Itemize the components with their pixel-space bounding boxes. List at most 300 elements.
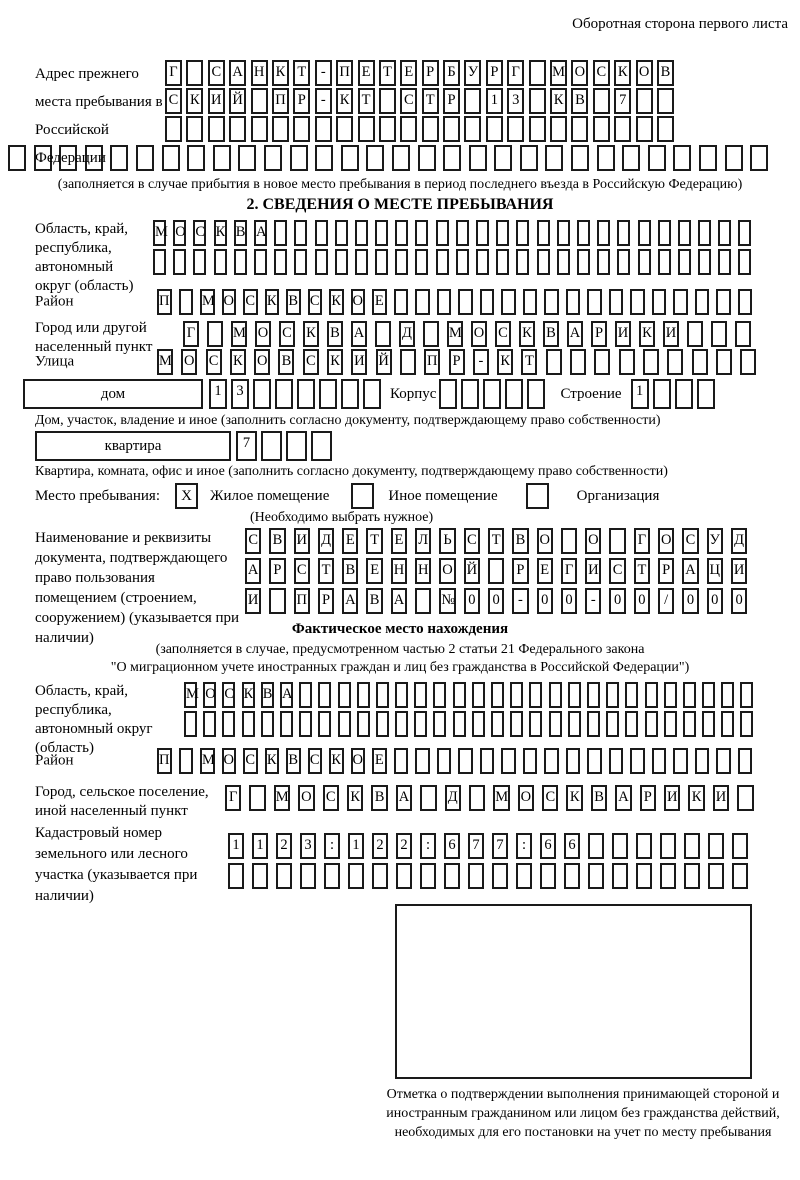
char-cell[interactable] <box>636 116 653 142</box>
char-cell[interactable]: Г <box>225 785 241 811</box>
char-cell[interactable]: В <box>286 748 301 774</box>
char-cell[interactable] <box>193 249 206 275</box>
char-cell[interactable]: И <box>713 785 729 811</box>
char-cell[interactable]: С <box>206 349 222 375</box>
char-cell[interactable]: 2 <box>276 833 292 859</box>
char-cell[interactable]: И <box>664 785 680 811</box>
char-cell[interactable]: В <box>657 60 674 86</box>
char-cell[interactable]: Д <box>445 785 461 811</box>
char-cell[interactable]: С <box>308 748 323 774</box>
char-cell[interactable]: К <box>336 88 353 114</box>
char-cell[interactable]: С <box>222 682 235 708</box>
char-cell[interactable]: О <box>254 349 270 375</box>
char-cell[interactable]: / <box>658 588 674 614</box>
char-cell[interactable]: О <box>636 60 653 86</box>
char-cell[interactable] <box>336 116 353 142</box>
char-cell[interactable] <box>612 863 628 889</box>
char-cell[interactable]: - <box>315 60 332 86</box>
char-cell[interactable] <box>415 289 430 315</box>
char-cell[interactable]: О <box>298 785 314 811</box>
char-cell[interactable]: М <box>493 785 509 811</box>
char-cell[interactable]: Р <box>443 88 460 114</box>
char-cell[interactable]: С <box>495 321 511 347</box>
char-cell[interactable] <box>228 863 244 889</box>
char-cell[interactable]: Т <box>379 60 396 86</box>
char-cell[interactable] <box>544 289 559 315</box>
char-cell[interactable] <box>645 682 658 708</box>
char-cell[interactable]: С <box>294 558 310 584</box>
char-cell[interactable] <box>660 863 676 889</box>
char-cell[interactable] <box>213 145 231 171</box>
char-cell[interactable] <box>657 116 674 142</box>
char-cell[interactable]: М <box>231 321 247 347</box>
char-cell[interactable] <box>476 220 489 246</box>
char-cell[interactable] <box>501 289 516 315</box>
char-cell[interactable] <box>186 60 203 86</box>
char-cell[interactable] <box>437 289 452 315</box>
char-cell[interactable] <box>587 711 600 737</box>
char-cell[interactable]: К <box>242 682 255 708</box>
char-cell[interactable] <box>678 249 691 275</box>
char-cell[interactable] <box>436 220 449 246</box>
char-cell[interactable] <box>577 220 590 246</box>
char-cell[interactable]: - <box>315 88 332 114</box>
char-cell[interactable] <box>609 528 625 554</box>
char-cell[interactable]: Е <box>537 558 553 584</box>
char-cell[interactable]: Н <box>391 558 407 584</box>
char-cell[interactable] <box>319 379 337 409</box>
char-cell[interactable]: Т <box>422 88 439 114</box>
char-cell[interactable]: М <box>200 748 215 774</box>
char-cell[interactable]: К <box>614 60 631 86</box>
char-cell[interactable] <box>557 249 570 275</box>
char-cell[interactable]: В <box>278 349 294 375</box>
char-cell[interactable] <box>529 60 546 86</box>
char-cell[interactable] <box>464 116 481 142</box>
char-cell[interactable] <box>725 145 743 171</box>
char-cell[interactable] <box>274 249 287 275</box>
char-cell[interactable]: 0 <box>731 588 747 614</box>
char-cell[interactable]: Й <box>229 88 246 114</box>
char-cell[interactable] <box>251 88 268 114</box>
char-cell[interactable] <box>529 682 542 708</box>
stay-type-checkbox-organization[interactable] <box>526 483 549 509</box>
char-cell[interactable] <box>8 145 26 171</box>
char-cell[interactable]: Г <box>561 558 577 584</box>
char-cell[interactable]: С <box>245 528 261 554</box>
char-cell[interactable]: П <box>424 349 440 375</box>
char-cell[interactable] <box>587 682 600 708</box>
char-cell[interactable]: А <box>229 60 246 86</box>
char-cell[interactable] <box>697 379 715 409</box>
char-cell[interactable]: Р <box>591 321 607 347</box>
char-cell[interactable] <box>695 289 710 315</box>
char-cell[interactable]: М <box>447 321 463 347</box>
char-cell[interactable]: Р <box>293 88 310 114</box>
char-cell[interactable]: 1 <box>252 833 268 859</box>
char-cell[interactable] <box>491 711 504 737</box>
char-cell[interactable]: 3 <box>231 379 249 409</box>
char-cell[interactable]: О <box>537 528 553 554</box>
char-cell[interactable]: Л <box>415 528 431 554</box>
char-cell[interactable]: М <box>184 682 197 708</box>
char-cell[interactable] <box>269 588 285 614</box>
char-cell[interactable]: Т <box>634 558 650 584</box>
char-cell[interactable] <box>708 833 724 859</box>
char-cell[interactable] <box>537 220 550 246</box>
char-cell[interactable] <box>461 379 479 409</box>
char-cell[interactable] <box>698 249 711 275</box>
char-cell[interactable] <box>418 145 436 171</box>
char-cell[interactable] <box>203 711 216 737</box>
char-cell[interactable]: Т <box>293 60 310 86</box>
char-cell[interactable] <box>294 249 307 275</box>
char-cell[interactable] <box>315 116 332 142</box>
char-cell[interactable] <box>458 748 473 774</box>
char-cell[interactable]: К <box>303 321 319 347</box>
char-cell[interactable] <box>480 289 495 315</box>
char-cell[interactable]: : <box>324 833 340 859</box>
char-cell[interactable] <box>290 145 308 171</box>
char-cell[interactable]: С <box>400 88 417 114</box>
char-cell[interactable] <box>357 682 370 708</box>
char-cell[interactable] <box>275 379 293 409</box>
char-cell[interactable] <box>496 249 509 275</box>
char-cell[interactable] <box>684 833 700 859</box>
char-cell[interactable] <box>420 785 436 811</box>
char-cell[interactable] <box>456 220 469 246</box>
char-cell[interactable] <box>738 748 753 774</box>
char-cell[interactable]: К <box>639 321 655 347</box>
char-cell[interactable]: А <box>245 558 261 584</box>
char-cell[interactable] <box>557 220 570 246</box>
char-cell[interactable] <box>683 682 696 708</box>
char-cell[interactable] <box>571 116 588 142</box>
char-cell[interactable]: С <box>165 88 182 114</box>
char-cell[interactable] <box>625 711 638 737</box>
char-cell[interactable] <box>546 349 562 375</box>
char-cell[interactable]: И <box>585 558 601 584</box>
char-cell[interactable] <box>678 220 691 246</box>
char-cell[interactable]: О <box>518 785 534 811</box>
char-cell[interactable] <box>318 682 331 708</box>
char-cell[interactable]: В <box>234 220 247 246</box>
char-cell[interactable]: 0 <box>537 588 553 614</box>
char-cell[interactable]: - <box>512 588 528 614</box>
char-cell[interactable]: А <box>254 220 267 246</box>
char-cell[interactable] <box>252 863 268 889</box>
char-cell[interactable] <box>456 249 469 275</box>
char-cell[interactable]: 7 <box>614 88 631 114</box>
char-cell[interactable]: Р <box>512 558 528 584</box>
char-cell[interactable]: А <box>396 785 412 811</box>
stay-type-checkbox-residential[interactable]: X <box>175 483 198 509</box>
char-cell[interactable]: Ь <box>439 528 455 554</box>
char-cell[interactable] <box>480 748 495 774</box>
char-cell[interactable] <box>392 145 410 171</box>
char-cell[interactable] <box>638 220 651 246</box>
char-cell[interactable]: К <box>265 289 280 315</box>
char-cell[interactable]: Й <box>464 558 480 584</box>
char-cell[interactable]: Р <box>422 60 439 86</box>
char-cell[interactable] <box>300 863 316 889</box>
char-cell[interactable] <box>173 249 186 275</box>
char-cell[interactable] <box>358 116 375 142</box>
char-cell[interactable] <box>436 249 449 275</box>
char-cell[interactable] <box>520 145 538 171</box>
char-cell[interactable] <box>673 289 688 315</box>
char-cell[interactable]: О <box>255 321 271 347</box>
char-cell[interactable] <box>516 863 532 889</box>
char-cell[interactable] <box>664 711 677 737</box>
char-cell[interactable]: К <box>519 321 535 347</box>
char-cell[interactable] <box>523 289 538 315</box>
char-cell[interactable] <box>643 349 659 375</box>
char-cell[interactable] <box>597 220 610 246</box>
char-cell[interactable] <box>630 748 645 774</box>
char-cell[interactable] <box>415 249 428 275</box>
char-cell[interactable]: В <box>261 682 274 708</box>
char-cell[interactable] <box>716 748 731 774</box>
char-cell[interactable]: И <box>208 88 225 114</box>
char-cell[interactable] <box>395 249 408 275</box>
char-cell[interactable]: М <box>200 289 215 315</box>
char-cell[interactable] <box>299 682 312 708</box>
char-cell[interactable]: Е <box>372 748 387 774</box>
char-cell[interactable]: С <box>243 289 258 315</box>
char-cell[interactable] <box>597 249 610 275</box>
char-cell[interactable] <box>395 220 408 246</box>
char-cell[interactable] <box>648 145 666 171</box>
char-cell[interactable] <box>444 863 460 889</box>
char-cell[interactable]: В <box>327 321 343 347</box>
char-cell[interactable] <box>464 88 481 114</box>
char-cell[interactable] <box>571 145 589 171</box>
char-cell[interactable] <box>529 88 546 114</box>
char-cell[interactable] <box>673 748 688 774</box>
char-cell[interactable] <box>609 289 624 315</box>
char-cell[interactable]: № <box>439 588 455 614</box>
char-cell[interactable]: Г <box>634 528 650 554</box>
char-cell[interactable]: Д <box>399 321 415 347</box>
char-cell[interactable]: К <box>688 785 704 811</box>
char-cell[interactable]: И <box>245 588 261 614</box>
char-cell[interactable]: Е <box>391 528 407 554</box>
char-cell[interactable]: П <box>294 588 310 614</box>
char-cell[interactable] <box>494 145 512 171</box>
char-cell[interactable] <box>740 711 753 737</box>
char-cell[interactable]: К <box>497 349 513 375</box>
char-cell[interactable] <box>293 116 310 142</box>
char-cell[interactable] <box>568 711 581 737</box>
char-cell[interactable]: В <box>371 785 387 811</box>
char-cell[interactable]: С <box>323 785 339 811</box>
char-cell[interactable] <box>702 711 715 737</box>
char-cell[interactable] <box>286 431 307 461</box>
char-cell[interactable]: В <box>366 588 382 614</box>
char-cell[interactable] <box>540 863 556 889</box>
char-cell[interactable] <box>208 116 225 142</box>
char-cell[interactable]: Р <box>640 785 656 811</box>
char-cell[interactable]: Н <box>415 558 431 584</box>
char-cell[interactable]: А <box>682 558 698 584</box>
char-cell[interactable] <box>568 682 581 708</box>
char-cell[interactable]: 0 <box>682 588 698 614</box>
char-cell[interactable]: Р <box>449 349 465 375</box>
char-cell[interactable]: М <box>157 349 173 375</box>
char-cell[interactable]: 1 <box>228 833 244 859</box>
char-cell[interactable]: 1 <box>631 379 649 409</box>
char-cell[interactable] <box>708 863 724 889</box>
char-cell[interactable] <box>609 748 624 774</box>
char-cell[interactable] <box>375 321 391 347</box>
char-cell[interactable] <box>348 863 364 889</box>
char-cell[interactable] <box>636 88 653 114</box>
char-cell[interactable] <box>238 145 256 171</box>
char-cell[interactable]: 7 <box>492 833 508 859</box>
char-cell[interactable] <box>179 289 194 315</box>
char-cell[interactable] <box>614 116 631 142</box>
char-cell[interactable] <box>630 289 645 315</box>
char-cell[interactable]: О <box>222 748 237 774</box>
char-cell[interactable] <box>492 863 508 889</box>
char-cell[interactable]: 3 <box>300 833 316 859</box>
char-cell[interactable] <box>545 145 563 171</box>
char-cell[interactable] <box>187 145 205 171</box>
char-cell[interactable]: П <box>157 748 172 774</box>
char-cell[interactable] <box>372 863 388 889</box>
char-cell[interactable]: О <box>585 528 601 554</box>
char-cell[interactable] <box>315 220 328 246</box>
char-cell[interactable]: : <box>516 833 532 859</box>
char-cell[interactable]: К <box>550 88 567 114</box>
char-cell[interactable] <box>394 289 409 315</box>
char-cell[interactable] <box>684 863 700 889</box>
char-cell[interactable] <box>716 289 731 315</box>
char-cell[interactable]: 7 <box>236 431 257 461</box>
char-cell[interactable]: 0 <box>609 588 625 614</box>
char-cell[interactable] <box>311 431 332 461</box>
char-cell[interactable] <box>737 785 753 811</box>
char-cell[interactable]: А <box>567 321 583 347</box>
char-cell[interactable]: О <box>173 220 186 246</box>
char-cell[interactable] <box>423 321 439 347</box>
char-cell[interactable] <box>443 116 460 142</box>
char-cell[interactable] <box>588 863 604 889</box>
char-cell[interactable]: К <box>347 785 363 811</box>
char-cell[interactable]: Г <box>165 60 182 86</box>
char-cell[interactable] <box>341 379 359 409</box>
char-cell[interactable] <box>510 682 523 708</box>
char-cell[interactable]: К <box>230 349 246 375</box>
char-cell[interactable]: 1 <box>348 833 364 859</box>
char-cell[interactable]: Т <box>358 88 375 114</box>
char-cell[interactable]: Н <box>251 60 268 86</box>
char-cell[interactable] <box>527 379 545 409</box>
char-cell[interactable]: Р <box>269 558 285 584</box>
char-cell[interactable] <box>636 863 652 889</box>
char-cell[interactable] <box>261 711 274 737</box>
char-cell[interactable]: 7 <box>468 833 484 859</box>
char-cell[interactable] <box>335 220 348 246</box>
char-cell[interactable]: О <box>351 748 366 774</box>
char-cell[interactable] <box>318 711 331 737</box>
char-cell[interactable] <box>622 145 640 171</box>
char-cell[interactable]: К <box>566 785 582 811</box>
char-cell[interactable] <box>740 349 756 375</box>
char-cell[interactable]: А <box>391 588 407 614</box>
char-cell[interactable] <box>529 116 546 142</box>
char-cell[interactable] <box>468 863 484 889</box>
char-cell[interactable]: 2 <box>396 833 412 859</box>
char-cell[interactable] <box>422 116 439 142</box>
char-cell[interactable] <box>738 289 753 315</box>
char-cell[interactable]: А <box>280 682 293 708</box>
char-cell[interactable]: У <box>707 528 723 554</box>
char-cell[interactable] <box>695 748 710 774</box>
char-cell[interactable] <box>242 711 255 737</box>
char-cell[interactable]: К <box>272 60 289 86</box>
char-cell[interactable] <box>394 748 409 774</box>
char-cell[interactable]: О <box>571 60 588 86</box>
char-cell[interactable] <box>355 249 368 275</box>
char-cell[interactable]: 0 <box>488 588 504 614</box>
char-cell[interactable] <box>249 785 265 811</box>
char-cell[interactable] <box>652 289 667 315</box>
char-cell[interactable] <box>587 289 602 315</box>
char-cell[interactable] <box>593 116 610 142</box>
char-cell[interactable] <box>469 785 485 811</box>
char-cell[interactable] <box>645 711 658 737</box>
char-cell[interactable]: С <box>208 60 225 86</box>
char-cell[interactable] <box>516 220 529 246</box>
char-cell[interactable] <box>721 682 734 708</box>
char-cell[interactable]: С <box>308 289 323 315</box>
char-cell[interactable] <box>415 220 428 246</box>
char-cell[interactable] <box>280 711 293 737</box>
char-cell[interactable] <box>523 748 538 774</box>
char-cell[interactable] <box>577 249 590 275</box>
char-cell[interactable] <box>395 682 408 708</box>
char-cell[interactable] <box>395 711 408 737</box>
char-cell[interactable] <box>439 379 457 409</box>
char-cell[interactable] <box>738 249 751 275</box>
char-cell[interactable]: О <box>181 349 197 375</box>
char-cell[interactable]: Й <box>376 349 392 375</box>
char-cell[interactable] <box>414 682 427 708</box>
char-cell[interactable] <box>699 145 717 171</box>
char-cell[interactable]: С <box>542 785 558 811</box>
char-cell[interactable] <box>658 249 671 275</box>
char-cell[interactable]: И <box>294 528 310 554</box>
char-cell[interactable]: 0 <box>464 588 480 614</box>
char-cell[interactable] <box>587 748 602 774</box>
char-cell[interactable] <box>612 833 628 859</box>
char-cell[interactable] <box>338 711 351 737</box>
char-cell[interactable] <box>606 711 619 737</box>
char-cell[interactable]: У <box>464 60 481 86</box>
char-cell[interactable] <box>496 220 509 246</box>
char-cell[interactable]: 1 <box>486 88 503 114</box>
char-cell[interactable] <box>396 863 412 889</box>
char-cell[interactable]: И <box>615 321 631 347</box>
char-cell[interactable] <box>375 220 388 246</box>
char-cell[interactable]: : <box>420 833 436 859</box>
char-cell[interactable]: Е <box>342 528 358 554</box>
char-cell[interactable]: Т <box>488 528 504 554</box>
char-cell[interactable]: В <box>512 528 528 554</box>
char-cell[interactable]: К <box>329 748 344 774</box>
